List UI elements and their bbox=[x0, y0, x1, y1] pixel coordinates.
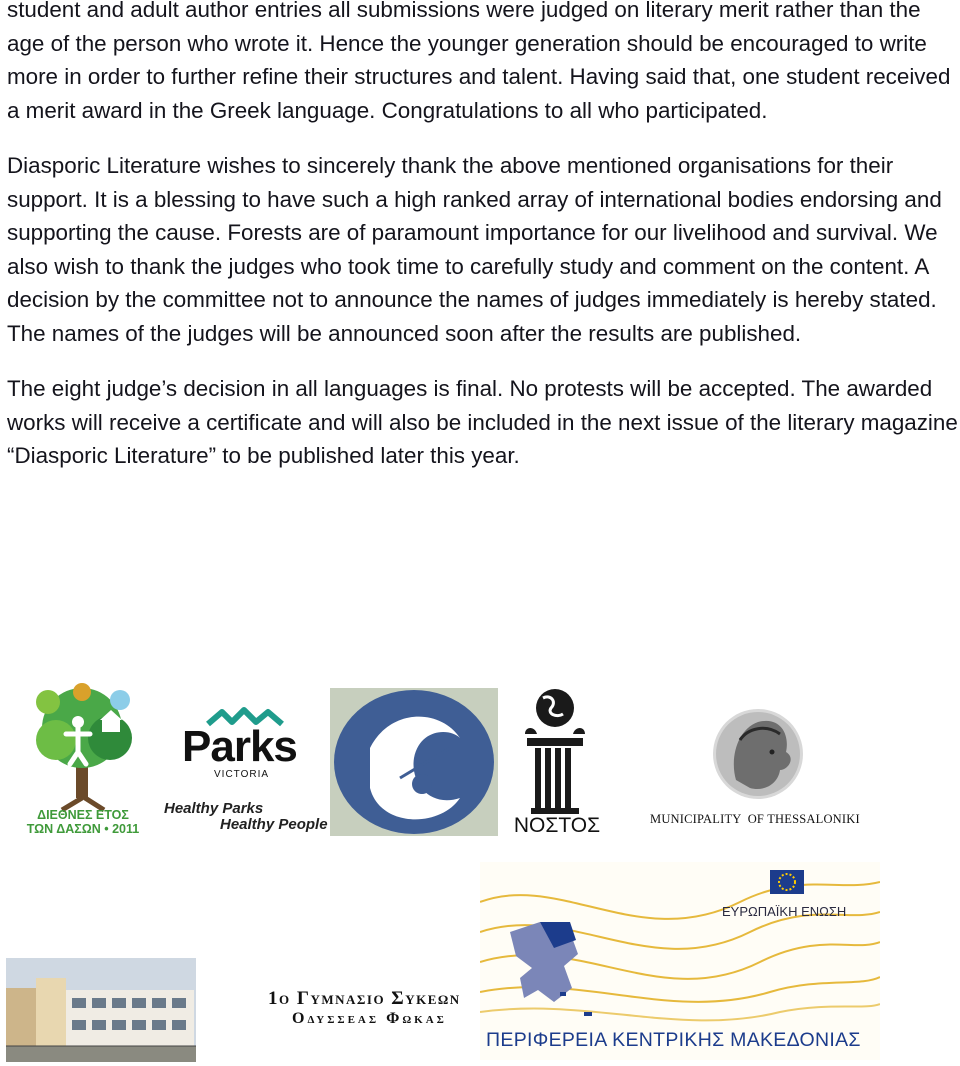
eu-name: ΕΥΡΩΠΑΪΚΗ ΕΝΩΣΗ bbox=[722, 904, 847, 919]
literary-emblem-logo bbox=[330, 688, 498, 836]
parks-name: Parks bbox=[182, 722, 297, 771]
school-banner bbox=[6, 958, 474, 1062]
parks-tagline-1: Healthy Parks bbox=[164, 800, 264, 817]
nostos-logo bbox=[505, 688, 605, 838]
central-macedonia-banner bbox=[480, 862, 880, 1060]
forests-logo-line1: ΔΙΕΘΝΕΣ ΕΤΟΣ bbox=[37, 808, 129, 822]
forests-2011-logo bbox=[18, 678, 148, 838]
paragraph-decision: The eight judge’s decision in all languages is final. No protests will be accepted. The awarded works will receive a certificate and will also be included in the next issue of the literary magazine “Diasporic Literature” to be published later this year. bbox=[7, 376, 958, 468]
paragraph-judging: student and adult author entries all submissions were judged on literary merit rather than the age of the person who wrote it. Hence the younger generation should be encouraged to write more in order to further refine their structures and talent. Having said that, one student received a merit award in the Greek language. Congratulations to all who participated. bbox=[7, 0, 951, 123]
parks-victoria-logo bbox=[160, 700, 328, 840]
parks-sub: VICTORIA bbox=[214, 769, 270, 780]
school-name-line1: 1ο Γυμνασιο Συκεων bbox=[268, 988, 461, 1009]
parks-tagline-2: Healthy People bbox=[220, 816, 328, 833]
region-name: ΠΕΡΙΦΕΡΕΙΑ ΚΕΝΤΡΙΚΗΣ ΜΑΚΕΔΟΝΙΑΣ bbox=[486, 1029, 861, 1051]
nostos-name: ΝΟΣΤΟΣ bbox=[513, 814, 601, 837]
coin-head-icon bbox=[640, 700, 880, 810]
thessaloniki-logo bbox=[640, 700, 880, 835]
school-building-photo bbox=[6, 958, 196, 1062]
thessaloniki-name: MUNICIPALITY OF THESSALONIKI bbox=[650, 812, 860, 826]
column-icon bbox=[505, 688, 605, 818]
forests-logo-line2: ΤΩΝ ΔΑΣΩΝ • 2011 bbox=[26, 822, 140, 836]
paragraph-thanks: Diasporic Literature wishes to sincerely thank the above mentioned organisations for their support. It is a blessing to have such a high ranked array of international bodies endorsing and supporting the cause. Forests are of paramount importance for our livelihood and survival. We also wish to thank the judges who took time to carefully study and comment on the content. A decision by the committee not to announce the names of judges immediately is hereby stated. The names of the judges will be announced soon after the results are published. bbox=[7, 153, 942, 346]
school-name-line2: Οδυσσεας Φωκας bbox=[292, 1010, 447, 1027]
article-body bbox=[7, 0, 959, 495]
